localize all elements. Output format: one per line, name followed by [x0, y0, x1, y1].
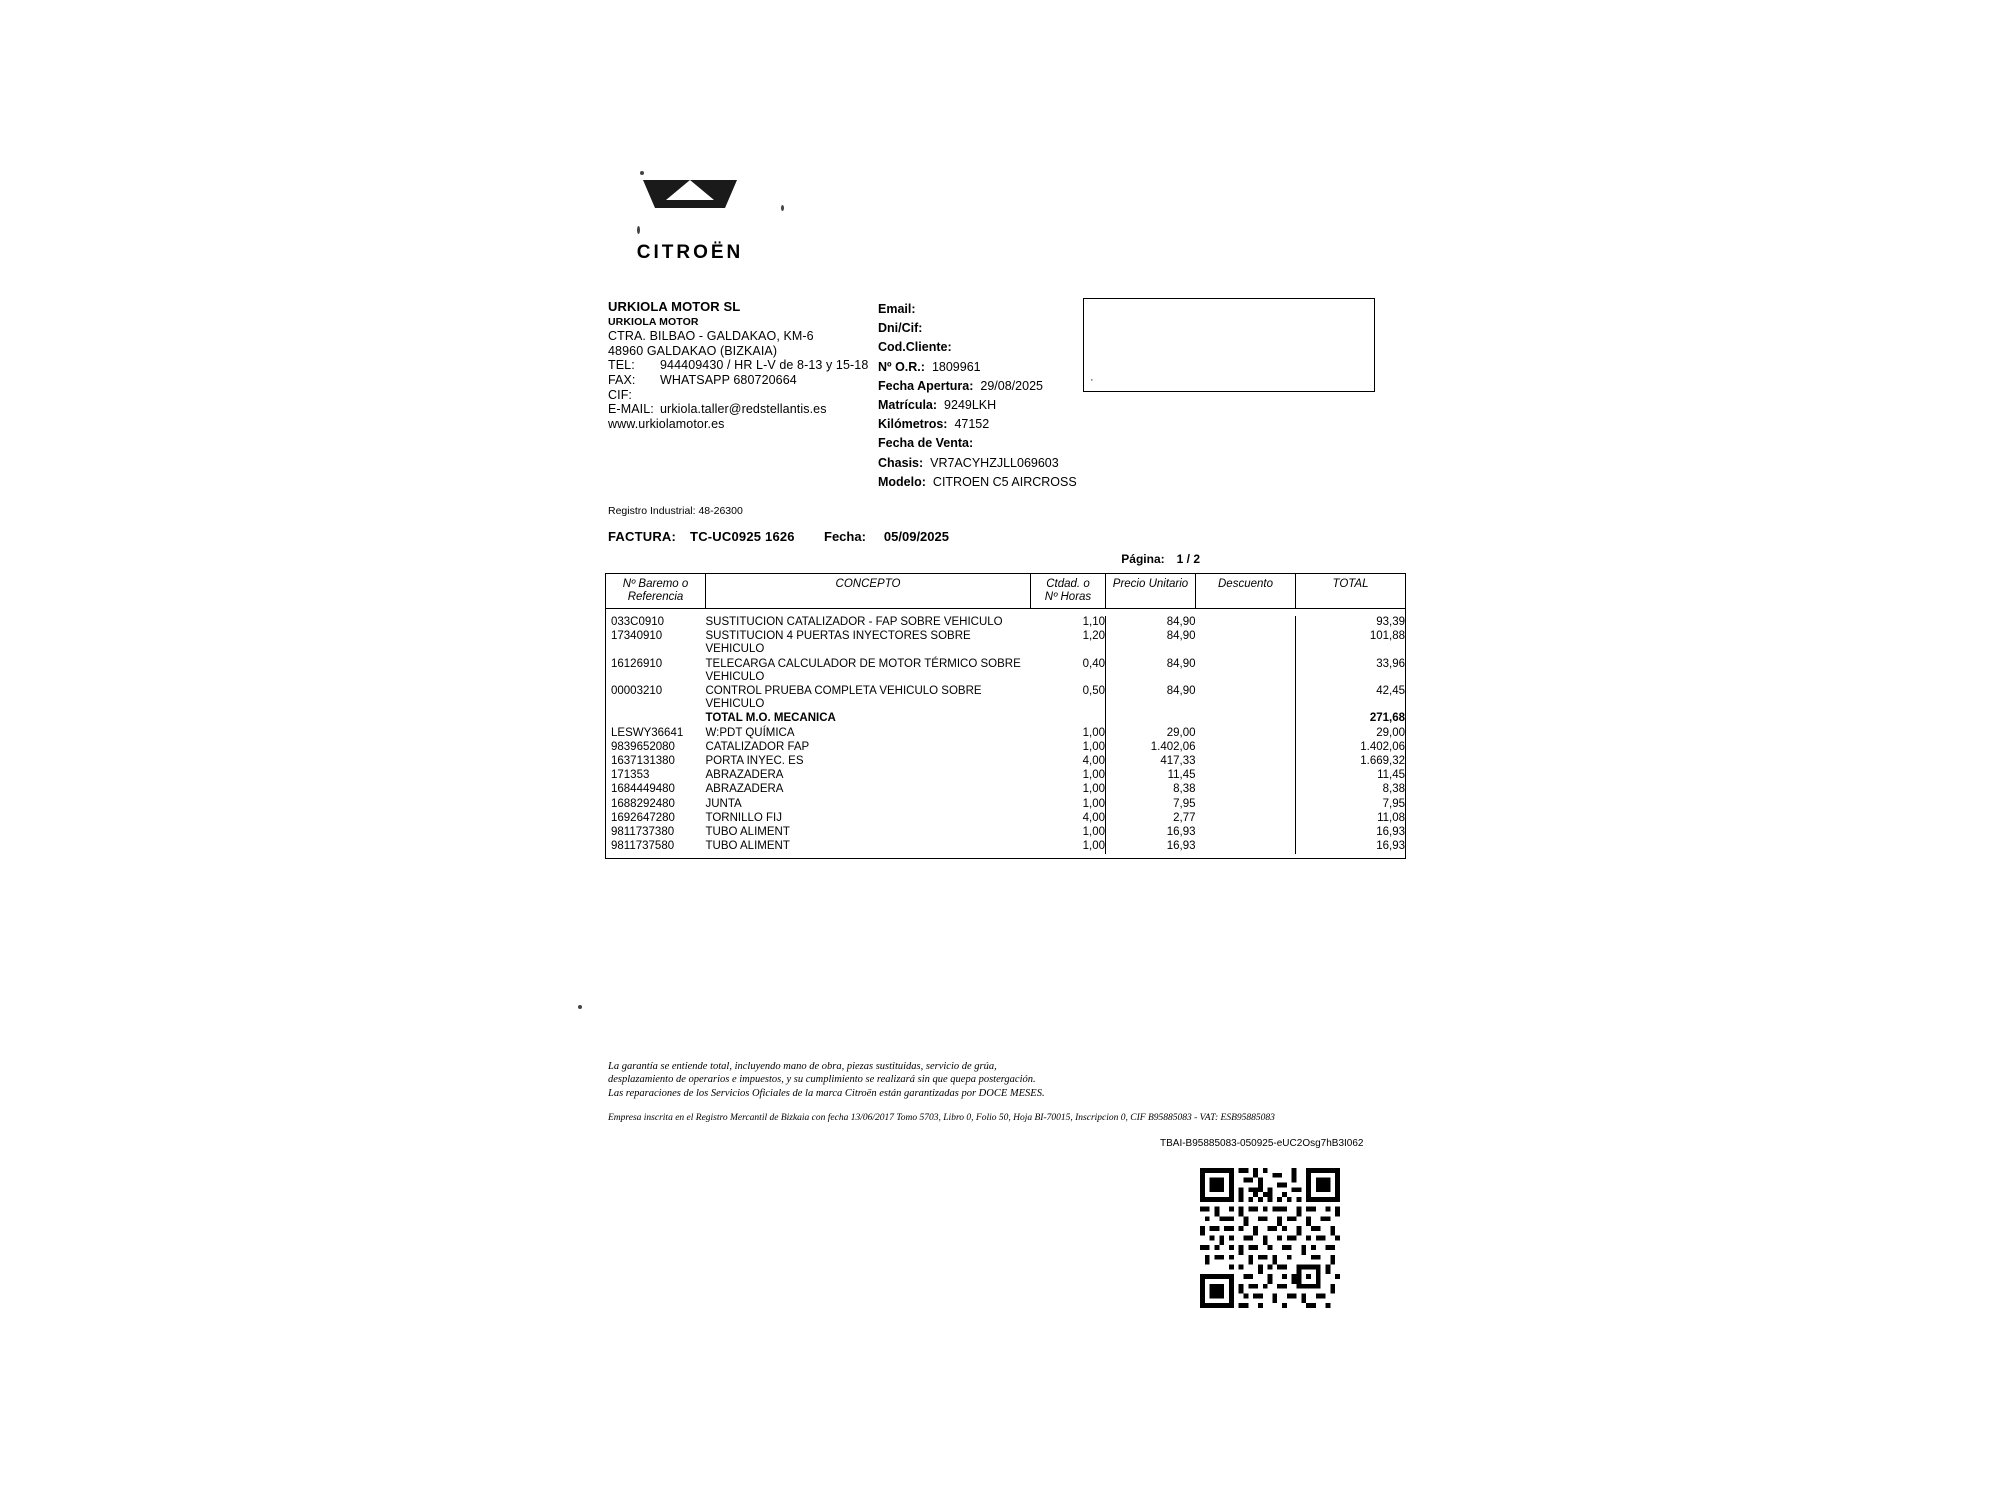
cell-concepto: ABRAZADERA	[705, 783, 784, 796]
header-reference	[606, 574, 706, 609]
cell-concepto: W:PDT QUÍMICA	[705, 726, 795, 739]
scan-speck	[578, 1005, 582, 1009]
order-value: CITROEN C5 AIRCROSS	[932, 474, 1077, 489]
cell-unit-price: 84,90	[1166, 685, 1196, 698]
cell-unit-price: 11,45	[1167, 769, 1196, 782]
cell-unit-price: 16,93	[1166, 840, 1196, 853]
cell-total: 16,93	[1296, 826, 1406, 840]
cell-total: 101,88	[1296, 630, 1406, 657]
cell-reference: LESWY36641	[606, 726, 706, 740]
cell-discount	[1196, 783, 1296, 797]
cell-concepto: CATALIZADOR FAP	[705, 740, 810, 753]
table-row	[606, 783, 1406, 797]
company-fax-value: WHATSAPP 680720664	[660, 372, 797, 387]
cell-discount	[1196, 769, 1296, 783]
cell-total: 11,45	[1296, 769, 1406, 783]
table-row	[606, 657, 1406, 684]
header-total: TOTAL	[1296, 574, 1406, 609]
cell-quantity: 1,00	[1031, 826, 1106, 840]
header-quantity-line2: Nº Horas	[1044, 590, 1092, 603]
cell-total: 7,95	[1296, 797, 1406, 811]
cell-unit-price: 2,77	[1173, 811, 1196, 824]
table-row	[606, 769, 1406, 783]
header-unit-price: Precio Unitario	[1106, 574, 1196, 609]
company-web: www.urkiolamotor.es	[608, 416, 725, 431]
cell-reference: 171353	[606, 769, 706, 783]
cell-quantity: 1,00	[1031, 797, 1106, 811]
cell-concepto: TORNILLO FIJ	[705, 811, 782, 824]
cell-unit-price: 8,38	[1173, 783, 1196, 796]
order-key: Nº O.R.:	[878, 359, 925, 374]
order-row	[878, 454, 1077, 473]
cell-reference: 16126910	[606, 657, 706, 684]
order-row	[878, 415, 1077, 434]
company-name: URKIOLA MOTOR SL	[608, 299, 741, 314]
cell-quantity: 0,50	[1031, 685, 1106, 712]
cell-unit-price	[1106, 712, 1196, 726]
cell-quantity: 0,40	[1031, 657, 1106, 684]
items-table-wrapper	[605, 573, 1405, 859]
company-tel-value: 944409430 / HR L-V de 8-13 y 15-18	[660, 358, 869, 373]
company-cif-label: CIF:	[608, 387, 633, 402]
cell-total: 1.669,32	[1296, 755, 1406, 769]
factura-number: TC-UC0925 1626	[690, 529, 795, 544]
citroen-chevrons-icon	[635, 178, 745, 240]
cell-total: 11,08	[1296, 811, 1406, 825]
cell-total: 93,39	[1296, 616, 1406, 630]
scan-speck	[781, 205, 784, 211]
warranty-line-2: desplazamiento de operarios e impuestos, y su cumplimiento se realizará sin que quepa postergación.	[608, 1074, 1036, 1086]
tbai-identifier: TBAI-B95885083-050925-eUC2Osg7hB3I062	[1160, 1138, 1364, 1149]
cell-concepto: TELECARGA CALCULADOR DE MOTOR TÉRMICO SOBRE VEHICULO	[705, 657, 1021, 683]
cell-quantity: 1,10	[1031, 616, 1106, 630]
factura-label: FACTURA:	[608, 529, 677, 544]
cell-quantity	[1031, 712, 1106, 726]
cell-concepto: TUBO ALIMENT	[705, 840, 790, 853]
warranty-line-1: La garantía se entiende total, incluyendo mano de obra, piezas sustituidas, servicio de grúa,	[608, 1061, 997, 1072]
order-row	[878, 473, 1077, 492]
cell-total: 1.402,06	[1296, 740, 1406, 754]
invoice-number-line	[608, 529, 795, 544]
cell-discount	[1196, 811, 1296, 825]
cell-quantity: 4,00	[1031, 755, 1106, 769]
cell-total: 16,93	[1296, 840, 1406, 854]
cell-unit-price: 7,95	[1173, 797, 1196, 810]
fecha-value: 05/09/2025	[883, 529, 949, 544]
cell-discount	[1196, 685, 1296, 712]
customer-box-mark: ·	[1090, 374, 1094, 386]
table-row	[606, 811, 1406, 825]
company-email-row	[608, 402, 868, 417]
cell-concepto: CONTROL PRUEBA COMPLETA VEHICULO SOBRE VEHICULO	[705, 685, 982, 711]
cell-quantity: 1,00	[1031, 840, 1106, 854]
cell-unit-price: 84,90	[1166, 616, 1196, 628]
cell-total: 42,45	[1296, 685, 1406, 712]
company-block	[608, 300, 868, 431]
table-row	[606, 726, 1406, 740]
order-key: Cod.Cliente:	[878, 340, 952, 355]
company-tel-row	[608, 358, 868, 373]
cell-quantity: 1,00	[1031, 740, 1106, 754]
table-header-row	[606, 574, 1406, 609]
order-row	[878, 377, 1077, 396]
brand-logo	[610, 178, 770, 264]
company-cif-row	[608, 388, 868, 403]
cell-discount	[1196, 616, 1296, 630]
cell-discount	[1196, 755, 1296, 769]
order-row	[878, 358, 1077, 377]
company-fax-row	[608, 373, 868, 388]
cell-discount	[1196, 740, 1296, 754]
subtotal-label: TOTAL M.O. MECANICA	[705, 712, 836, 725]
items-table	[605, 573, 1406, 859]
order-value: 1809961	[931, 359, 981, 374]
warranty-notice	[608, 1060, 1308, 1100]
order-key: Fecha Apertura:	[878, 378, 974, 393]
cell-discount	[1196, 840, 1296, 854]
cell-discount	[1196, 712, 1296, 726]
cell-quantity: 1,00	[1031, 783, 1106, 797]
cell-concepto: ABRAZADERA	[705, 769, 784, 782]
cell-concepto: JUNTA	[705, 797, 742, 810]
table-row	[606, 740, 1406, 754]
order-key: Matrícula:	[878, 398, 938, 413]
page-number	[1121, 552, 1200, 566]
subtotal-row	[606, 712, 1406, 726]
cell-reference: 9811737380	[606, 826, 706, 840]
table-row	[606, 630, 1406, 657]
cell-unit-price: 1.402,06	[1150, 740, 1196, 753]
pagina-value: 1 / 2	[1176, 552, 1200, 566]
invoice-date-line	[824, 529, 949, 544]
header-reference-line2: Referencia	[627, 590, 684, 603]
company-address-1: CTRA. BILBAO - GALDAKAO, KM-6	[608, 329, 814, 344]
order-row	[878, 319, 1077, 338]
cell-total: 33,96	[1296, 657, 1406, 684]
fecha-label: Fecha:	[824, 529, 866, 544]
cell-quantity: 1,00	[1031, 769, 1106, 783]
cell-unit-price: 29,00	[1166, 726, 1196, 739]
order-row	[878, 434, 1077, 453]
customer-address-box	[1083, 298, 1375, 392]
pagina-label: Página:	[1121, 552, 1165, 566]
cell-discount	[1196, 657, 1296, 684]
subtotal-value: 271,68	[1296, 712, 1406, 726]
header-quantity	[1031, 574, 1106, 609]
qr-code-image	[1200, 1168, 1340, 1308]
cell-reference: 1692647280	[606, 811, 706, 825]
company-email-label: E-MAIL:	[608, 402, 654, 417]
cell-discount	[1196, 797, 1296, 811]
industrial-registry: Registro Industrial: 48-26300	[608, 505, 743, 517]
tbai-qr-code	[1200, 1168, 1340, 1308]
cell-unit-price: 417,33	[1160, 755, 1196, 768]
cell-concepto: TUBO ALIMENT	[705, 826, 790, 839]
table-row	[606, 685, 1406, 712]
cell-unit-price: 84,90	[1166, 657, 1196, 670]
cell-reference: 1688292480	[606, 797, 706, 811]
order-key: Email:	[878, 302, 916, 316]
cell-quantity: 1,00	[1031, 726, 1106, 740]
order-key: Fecha de Venta:	[878, 436, 974, 451]
cell-reference: 17340910	[606, 630, 706, 657]
cell-discount	[1196, 726, 1296, 740]
mercantile-registry-note: Empresa inscrita en el Registro Mercantil de Bizkaia con fecha 13/06/2017 Tomo 5703, Libro 0, Folio 50, Hoja BI-70015, Inscripcion 0, CIF B95885083 - VAT: ESB95885083	[608, 1113, 1275, 1123]
order-key: Modelo:	[878, 474, 926, 489]
company-fax-label: FAX:	[608, 372, 636, 387]
order-data-block	[878, 300, 1077, 492]
brand-wordmark: CITROËN	[636, 242, 744, 263]
cell-unit-price: 16,93	[1166, 826, 1196, 839]
table-row	[606, 797, 1406, 811]
table-row	[606, 826, 1406, 840]
cell-reference: 1637131380	[606, 755, 706, 769]
table-row	[606, 755, 1406, 769]
cell-total: 29,00	[1296, 726, 1406, 740]
cell-concepto: SUSTITUCION 4 PUERTAS INYECTORES SOBRE VEHICULO	[705, 630, 971, 656]
cell-reference: 1684449480	[606, 783, 706, 797]
table-row	[606, 840, 1406, 854]
cell-unit-price: 84,90	[1166, 630, 1196, 643]
cell-concepto: SUSTITUCION CATALIZADOR - FAP SOBRE VEHICULO	[705, 616, 1003, 628]
header-concepto: CONCEPTO	[706, 574, 1031, 609]
header-discount: Descuento	[1196, 574, 1296, 609]
company-tel-label: TEL:	[608, 358, 635, 373]
order-value: 9249LKH	[944, 398, 997, 413]
cell-discount	[1196, 826, 1296, 840]
warranty-line-3: Las reparaciones de los Servicios Oficiales de la marca Citroën están garantizadas por DOCE MESES.	[608, 1087, 1045, 1099]
company-subname: URKIOLA MOTOR	[608, 315, 699, 328]
company-email-value: urkiola.taller@redstellantis.es	[660, 402, 827, 417]
cell-reference: 033C0910	[606, 616, 706, 630]
cell-reference: 00003210	[606, 685, 706, 712]
cell-discount	[1196, 630, 1296, 657]
cell-reference: 9811737580	[606, 840, 706, 854]
table-body	[606, 609, 1406, 859]
cell-reference	[606, 712, 706, 726]
header-reference-line1: Nº Baremo o	[622, 578, 689, 590]
company-address-2: 48960 GALDAKAO (BIZKAIA)	[608, 343, 778, 358]
cell-quantity: 4,00	[1031, 811, 1106, 825]
cell-total: 8,38	[1296, 783, 1406, 797]
order-key: Dni/Cif:	[878, 321, 923, 336]
order-row	[878, 338, 1077, 357]
cell-reference: 9839652080	[606, 740, 706, 754]
order-value: VR7ACYHZJLL069603	[930, 455, 1059, 470]
order-row	[878, 300, 1077, 319]
order-key: Chasis:	[878, 455, 924, 470]
order-row	[878, 396, 1077, 415]
order-key: Kilómetros:	[878, 417, 948, 432]
cell-quantity: 1,20	[1031, 630, 1106, 657]
cell-concepto: PORTA INYEC. ES	[705, 755, 804, 768]
scan-speck	[640, 171, 644, 175]
header-quantity-line1: Ctdad. o	[1046, 578, 1090, 590]
table-row	[606, 616, 1406, 630]
order-value: 29/08/2025	[980, 378, 1043, 393]
order-value: 47152	[954, 417, 990, 432]
